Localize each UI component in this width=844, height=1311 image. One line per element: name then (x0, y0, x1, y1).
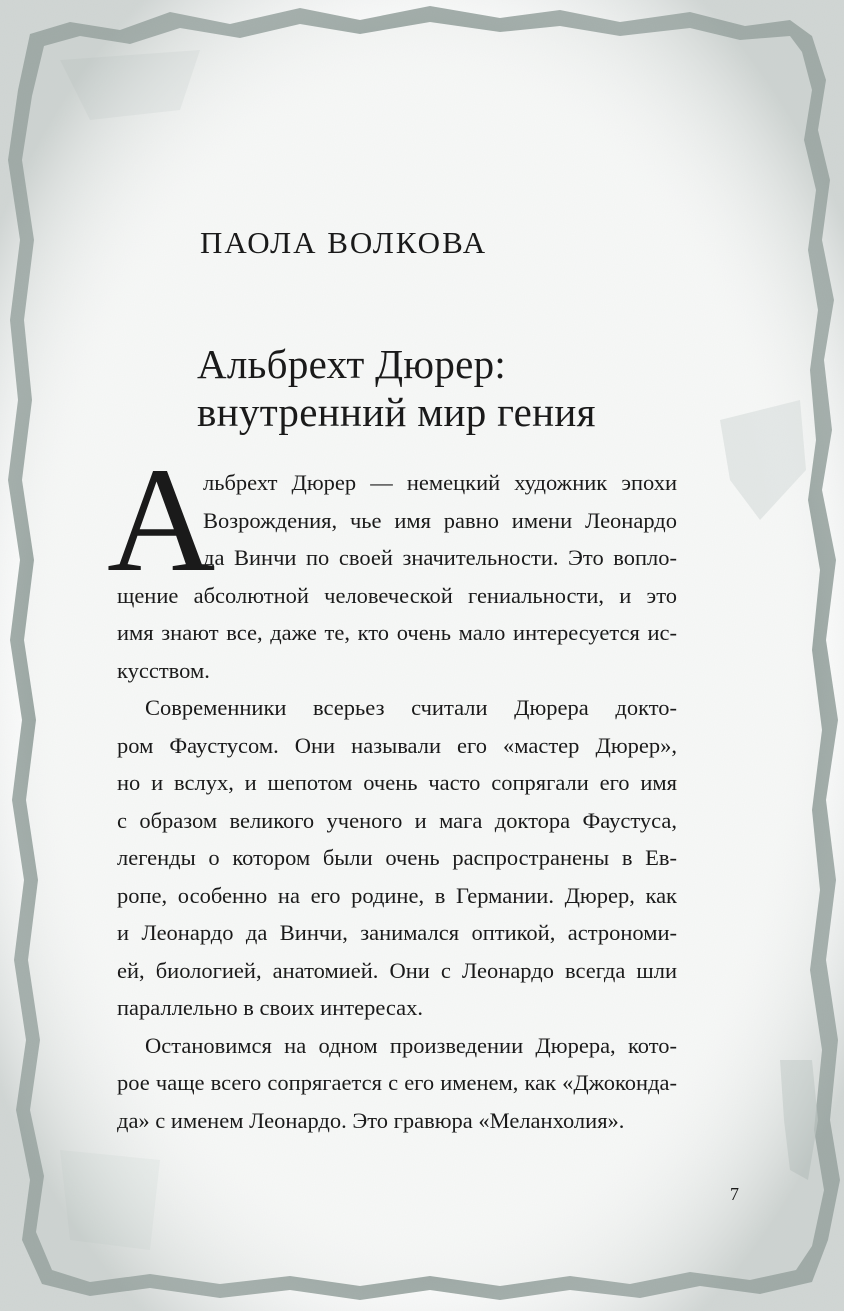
text-line: ром Фаустусом. Они называли его «мастер Дюрер», (117, 732, 677, 758)
chapter-title-line: Альбрехт Дюрер: (197, 341, 507, 387)
text-line: льбрехт Дюрер — немецкий художник эпохи (203, 470, 677, 495)
text-line: с образом великого ученого и мага доктора Фаустуса, (117, 807, 677, 833)
text-line: щение абсолютной человеческой гениальности, и это (117, 582, 677, 608)
author-name: ПАОЛА ВОЛКОВА (200, 225, 488, 260)
text-line: Современники всерьез считали Дюрера докто- (145, 695, 677, 720)
text-line: легенды о котором были очень распространены в Ев- (117, 845, 677, 870)
text-line: кусством. (117, 657, 210, 683)
text-line: но и вслух, и шепотом очень часто сопрягали его имя (117, 770, 677, 795)
text-line: имя знают все, даже те, кто очень мало интересуется ис- (117, 620, 677, 645)
text-line: да» с именем Леонардо. Это гравюра «Меланхолия». (117, 1107, 625, 1133)
text-line: Возрождения, чье имя равно имени Леонардо (203, 507, 677, 533)
chapter-title-line: внутренний мир гения (197, 389, 596, 435)
text-line: да Винчи по своей значительности. Это вопло- (203, 545, 677, 570)
body-text (117, 464, 677, 1139)
drop-cap: А (107, 437, 216, 603)
text-line: Остановимся на одном произведении Дюрера, кото- (145, 1032, 677, 1058)
chapter-title (197, 340, 717, 436)
text-line: ропе, особенно на его родине, в Германии. Дюрер, как (117, 882, 677, 908)
text-line: рое чаще всего сопрягается с его именем, как «Джоконда- (117, 1070, 677, 1095)
text-line: параллельно в своих интересах. (117, 995, 424, 1020)
text-line: ей, биологией, анатомией. Они с Леонардо всегда шли (117, 957, 677, 983)
page-number: 7 (730, 1184, 739, 1204)
text-line: и Леонардо да Винчи, занимался оптикой, астрономи- (117, 920, 677, 945)
